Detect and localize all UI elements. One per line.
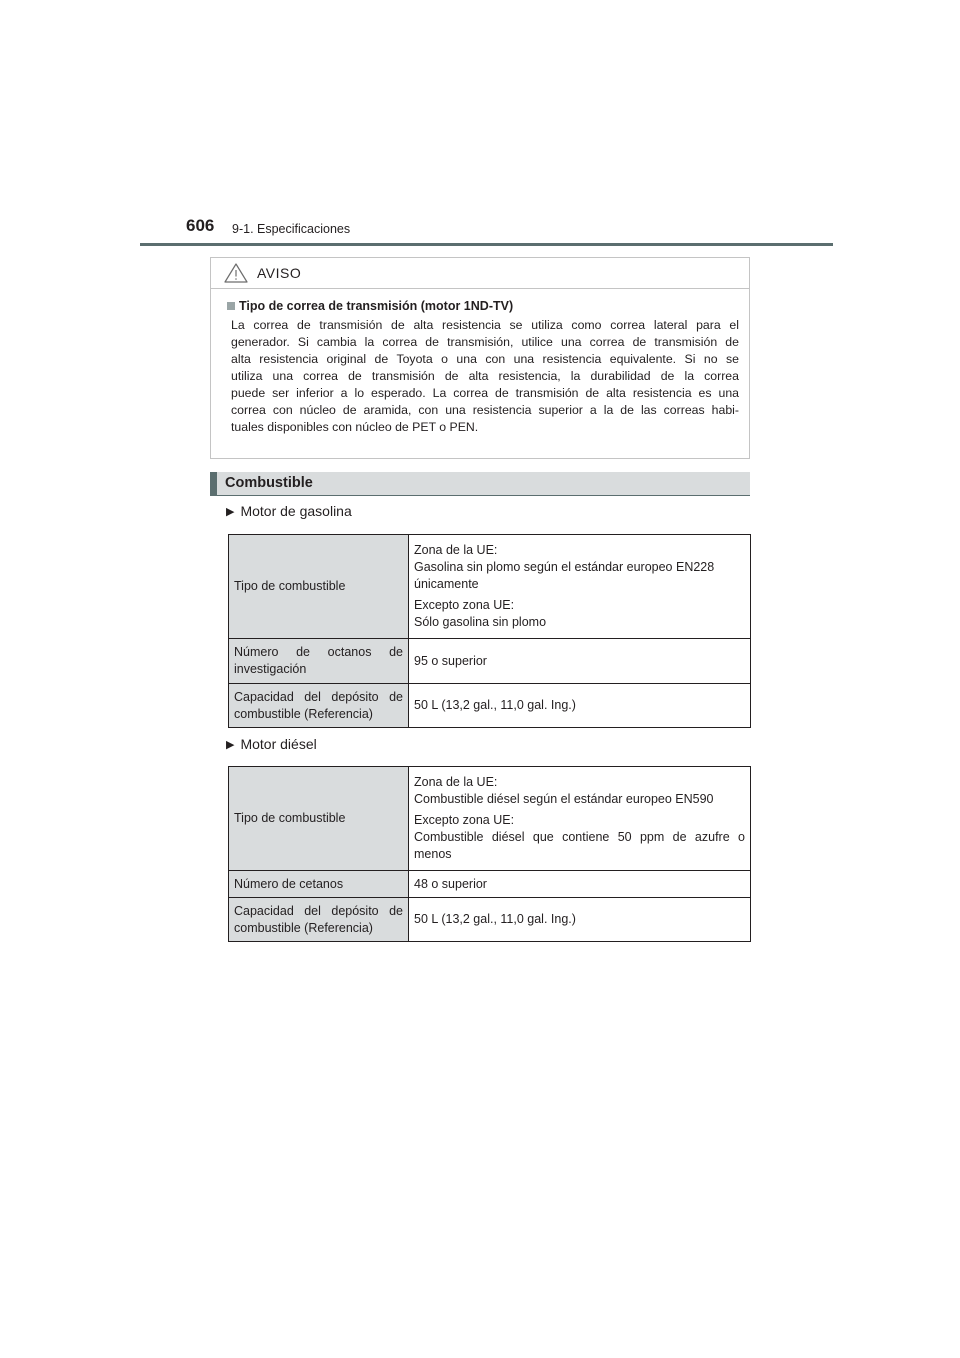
value-line: Excepto zona UE: [414,813,515,827]
value-line: Combustible diésel según el estándar europeo EN590 [414,792,714,806]
value-block [414,542,745,593]
row-value [409,767,751,871]
value-line: 50 L (13,2 gal., 11,0 gal. Ing.) [414,912,576,926]
value-line: menos [414,847,452,861]
label-line: Número de cetanos [234,876,344,891]
label-line: investigación [234,662,307,676]
row-label [229,684,409,728]
label-line: combustible (Referencia) [234,920,373,935]
gasoline-spec-table [228,534,751,728]
diesel-spec-table [228,766,751,942]
value-line: 50 L (13,2 gal., 11,0 gal. Ing.) [414,698,576,712]
warning-line: puede ser inferior a lo esperado. La correa de transmisión de alta resistencia es una [231,386,739,400]
label-line: combustible (Referencia) [234,706,373,721]
warning-line: La correa de transmisión de alta resistencia se utiliza como correa lateral para el [231,318,739,332]
value-line: Combustible diésel que contiene 50 ppm de azufre o [414,830,745,844]
section-label: 9-1. Especificaciones [232,222,351,236]
page-number: 606 [186,216,215,235]
value-block [414,774,745,808]
row-label [229,767,409,871]
row-value [409,535,751,639]
label-line: Capacidad del depósito de [234,689,403,704]
warning-header [211,258,749,289]
triangle-bullet-icon: ▶ [226,739,235,751]
row-value [409,871,751,898]
warning-subheading [227,299,739,313]
label-line: Número de octanos de [234,645,403,659]
row-label [229,639,409,684]
table-row [229,898,751,942]
row-label [229,535,409,639]
row-value [409,898,751,942]
diesel-heading [226,736,317,752]
warning-line: tuales disponibles con núcleo de PET o PEN. [231,420,479,434]
section-header [210,472,750,496]
header-rule [140,243,833,246]
value-line: únicamente [414,577,479,591]
value-line: Sólo gasolina sin plomo [414,615,547,629]
label-line: Tipo de combustible [234,579,346,593]
section-title: Combustible [225,475,313,491]
value-line: Zona de la UE: [414,775,498,789]
row-value [409,684,751,728]
value-block [414,812,745,863]
gasoline-heading [226,503,352,519]
value-line: 95 o superior [414,653,487,668]
warning-paragraph [231,317,739,436]
value-block [414,597,745,631]
warning-triangle-icon [223,262,249,284]
warning-body [211,289,749,436]
value-line: Zona de la UE: [414,543,498,557]
row-label [229,871,409,898]
warning-subheading-text: Tipo de correa de transmisión (motor 1ND-TV) [239,299,514,313]
warning-line: correa con núcleo de aramida, con una resistencia superior a la de las correas habi- [231,403,739,417]
table-row [229,871,751,898]
warning-title: AVISO [257,265,302,281]
label-line: Capacidad del depósito de [234,903,403,918]
warning-box [210,257,750,459]
square-bullet-icon [227,302,235,310]
triangle-bullet-icon: ▶ [226,506,235,518]
label-line: Tipo de combustible [234,811,346,825]
table-row [229,684,751,728]
gasoline-heading-text: Motor de gasolina [240,503,352,519]
table-row [229,767,751,871]
value-line: 48 o superior [414,876,487,891]
value-line: Excepto zona UE: [414,598,515,612]
table-row [229,535,751,639]
row-label [229,898,409,942]
table-row [229,639,751,684]
warning-line: utiliza una correa de transmisión de alta resistencia, la durabilidad de la correa [231,369,739,383]
diesel-heading-text: Motor diésel [240,736,317,752]
warning-line: alta resistencia original de Toyota o una con una resistencia equivalente. Si no se [231,352,739,366]
warning-line: generador. Si cambia la correa de transmisión, utilice una correa de transmisión de [231,335,739,349]
row-value [409,639,751,684]
value-line: Gasolina sin plomo según el estándar europeo EN228 [414,560,715,574]
